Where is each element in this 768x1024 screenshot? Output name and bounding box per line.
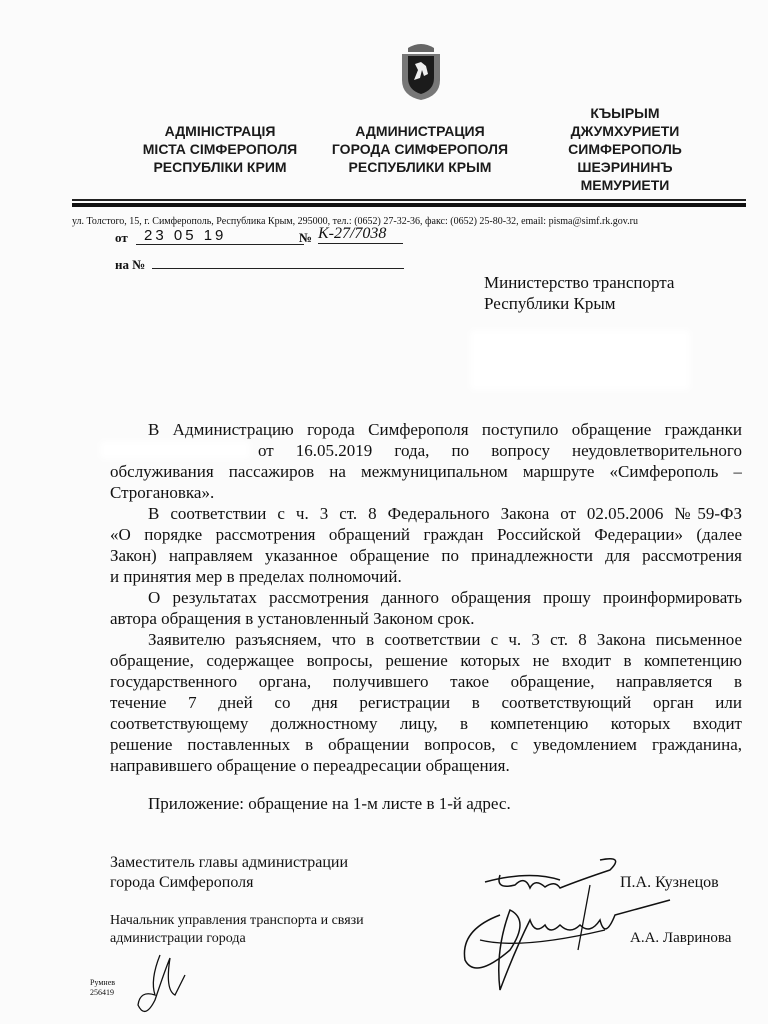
header-russian xyxy=(320,122,520,176)
header-divider-thin xyxy=(72,199,746,201)
address-line: ул. Толстого, 15, г. Симферополь, Республика Крым, 295000, тел.: (0652) 27-32-36, факс: (0652) 25-80-32, email: pisma@simf.rk.gov.ru xyxy=(72,216,638,227)
body-line: автора обращения в установленный Законом срок. xyxy=(110,609,475,628)
registration-number: К-27/7038 xyxy=(318,225,403,244)
body-line: Заявителю разъясняем, что в соответствии с ч. 3 ст. 8 Закона письменное xyxy=(148,630,742,649)
header-line: АДМИНИСТРАЦИЯ xyxy=(355,123,485,139)
signer-title-line: города Симферополя xyxy=(110,874,254,891)
reference-label: на № xyxy=(115,257,146,272)
signer2-name: А.А. Лавринова xyxy=(630,930,732,946)
addressee-line: Республики Крым xyxy=(484,294,616,313)
from-label: от xyxy=(115,230,128,245)
header-line: ДЖУМХУРИЕТИ xyxy=(570,123,680,139)
header-line: РЕСПУБЛИКИ КРЫМ xyxy=(348,159,492,175)
reference-field xyxy=(152,268,404,269)
header-line: АДМІНІСТРАЦІЯ xyxy=(164,123,276,139)
header-crimean-tatar xyxy=(545,104,705,194)
body-line: течение 7 дней со дня регистрации в соответствующий орган или xyxy=(110,693,742,712)
signer1-name: П.А. Кузнецов xyxy=(620,874,719,891)
executor-initials-signature xyxy=(130,950,190,1020)
redacted-name xyxy=(100,441,250,459)
header-line: МЕМУРИЕТИ xyxy=(580,177,670,193)
body-line: В Администрацию города Симферополя поступило обращение гражданки xyxy=(148,420,742,439)
body-line: «О порядке рассмотрения обращений граждан Российской Федерации» (далее xyxy=(110,525,742,544)
signer-title-line: администрации города xyxy=(110,931,246,946)
header-line: КЪЫРЫМ xyxy=(590,105,660,121)
header-line: РЕСПУБЛІКИ КРИМ xyxy=(153,159,287,175)
header-ukrainian xyxy=(130,122,310,176)
number-label: № xyxy=(299,230,313,245)
header-line: МІСТА СІМФЕРОПОЛЯ xyxy=(142,141,298,157)
executor-phone: 256419 xyxy=(90,988,114,997)
addressee-line: Министерство транспорта xyxy=(484,273,675,292)
registration-date: 23 05 19 xyxy=(136,227,304,245)
appendix: Приложение: обращение на 1-м листе в 1-й адрес. xyxy=(148,794,511,813)
body-line: соответствующему должностному лицу, в компетенцию которых входит xyxy=(110,714,742,733)
signer1-title xyxy=(110,853,348,893)
body-line: В соответствии с ч. 3 ст. 8 Федерального Закона от 02.05.2006 №59-ФЗ xyxy=(148,504,742,523)
header-line: ГОРОДА СИМФЕРОПОЛЯ xyxy=(331,141,509,157)
redacted-area xyxy=(470,330,690,390)
signer-title-line: Заместитель главы администрации xyxy=(110,854,349,871)
handwritten-signatures xyxy=(440,840,700,1000)
body-line: решение поставленных в обращении вопросов, с уведомлением гражданина, xyxy=(110,735,742,754)
executor-name: Румнев xyxy=(90,978,116,987)
addressee xyxy=(484,272,674,314)
body-line: обращение, содержащее вопросы, решение которых не входит в компетенцию xyxy=(110,651,742,670)
body-line: О результатах рассмотрения данного обращения прошу проинформировать xyxy=(148,588,742,607)
body-line: направившего обращение о переадресации обращения. xyxy=(110,756,510,775)
body-line: Закон) направляем указанное обращение по принадлежности для рассмотрения xyxy=(110,546,742,565)
signer-title-line: Начальник управления транспорта и связи xyxy=(110,913,364,928)
header-line: СИМФЕРОПОЛЬ xyxy=(568,141,682,157)
body-line: государственного органа, получившего такое обращение, направляется в xyxy=(110,672,742,691)
body-line: обслуживания пассажиров на межмуниципальном маршруте «Симферополь – xyxy=(110,462,742,481)
body-line: от 16.05.2019 года, по вопросу неудовлетворительного xyxy=(258,441,742,460)
body-line: и принятия мер в пределах полномочий. xyxy=(110,567,402,586)
signer2-title xyxy=(110,912,364,948)
body-line: Строгановка». xyxy=(110,483,215,502)
executor-info xyxy=(90,978,115,998)
header-line: ШЕЭРИНИНЪ xyxy=(577,159,673,175)
header-divider-thick xyxy=(72,203,746,207)
crimea-coat-of-arms-icon xyxy=(398,40,444,102)
